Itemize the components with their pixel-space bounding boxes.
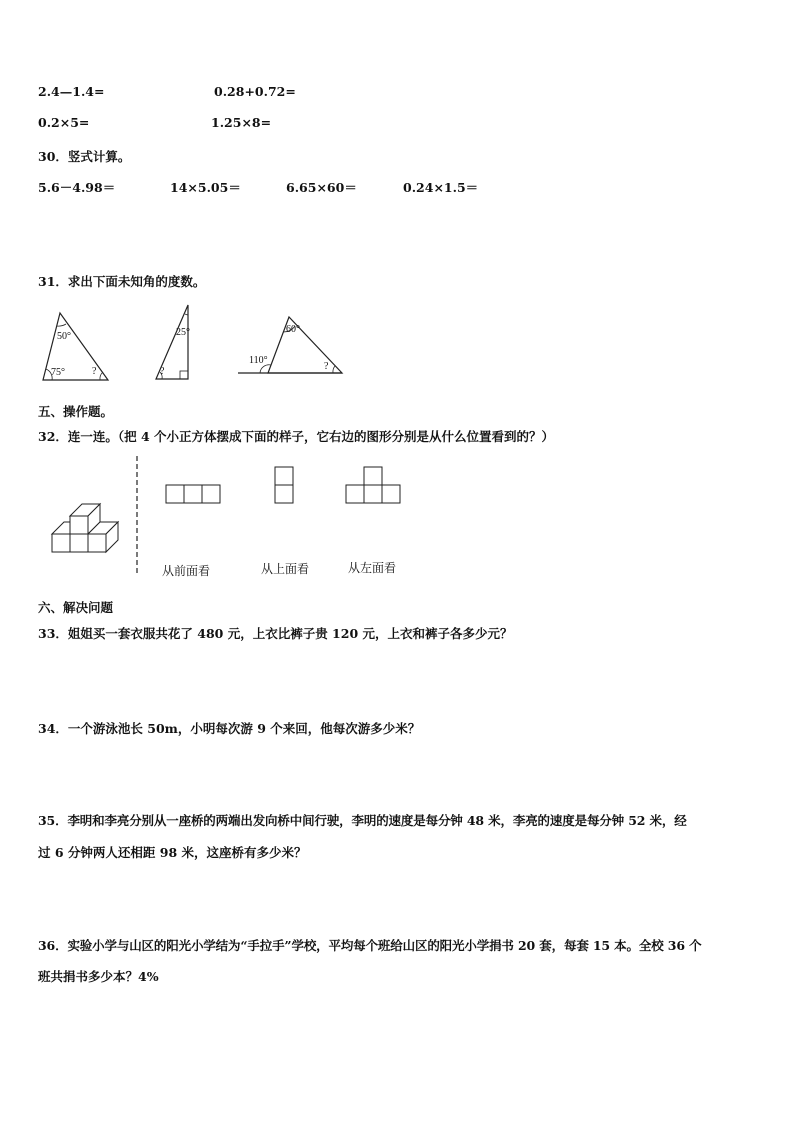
triangle-3-figure	[238, 312, 348, 377]
question-36-line-1: 36．实验小学与山区的阳光小学结为“手拉手”学校，平均每个班给山区的阳光小学捐书 20 套，每套 15 本。全校 36 个	[38, 938, 702, 953]
calc-item: 1.25×8=	[211, 115, 272, 130]
question-31-title: 31．求出下面未知角的度数。	[38, 274, 206, 289]
view-label: 从上面看	[261, 562, 310, 576]
question-35-line-2: 过 6 分钟两人还相距 98 米，这座桥有多少米？	[38, 845, 307, 860]
question-30-title: 30．竖式计算。	[38, 149, 131, 164]
angle-label: 110°	[249, 355, 268, 366]
calc-item: 0.2×5=	[38, 115, 90, 130]
view-label: 从前面看	[162, 564, 211, 578]
question-34: 34．一个游泳池长 50m，小明每次游 9 个来回，他每次游多少米？	[38, 721, 421, 736]
angle-label: ?	[324, 361, 329, 372]
angle-label: 25°	[176, 327, 190, 338]
angle-label: ?	[160, 366, 165, 377]
question-32-title: 32．连一连。（把 4 个小正方体摆成下面的样子，它右边的图形分别是从什么位置看到的？）	[38, 429, 555, 444]
angle-label: 60°	[286, 324, 300, 335]
view-figure-3	[344, 465, 404, 505]
angle-label: ?	[92, 366, 97, 377]
section-6-heading: 六、解决问题	[38, 600, 114, 615]
view-label: 从左面看	[348, 561, 397, 575]
calc-item: 0.28+0.72=	[214, 84, 296, 99]
angle-label: 50°	[57, 331, 71, 342]
view-figure-2	[273, 465, 297, 505]
q30-item: 5.6－4.98＝	[38, 180, 116, 195]
view-figure-1	[164, 483, 224, 505]
cube-stack-figure	[44, 500, 134, 565]
triangle-2-figure	[152, 302, 197, 382]
q30-item: 6.65×60＝	[286, 180, 357, 195]
question-35-line-1: 35．李明和李亮分别从一座桥的两端出发向桥中间行驶，李明的速度是每分钟 48 米，李亮的速度是每分钟 52 米，经	[38, 813, 687, 828]
question-36-line-2: 班共捐书多少本？4%	[38, 969, 159, 984]
section-5-heading: 五、操作题。	[38, 404, 114, 419]
angle-label: 75°	[51, 367, 65, 378]
q30-item: 14×5.05＝	[170, 180, 241, 195]
calc-item: 2.4—1.4=	[38, 84, 105, 99]
question-33: 33．姐姐买一套衣服共花了 480 元，上衣比裤子贵 120 元，上衣和裤子各多少元？	[38, 626, 513, 641]
dashed-divider	[135, 456, 139, 576]
triangle-1-figure	[38, 308, 118, 383]
q30-item: 0.24×1.5＝	[403, 180, 479, 195]
